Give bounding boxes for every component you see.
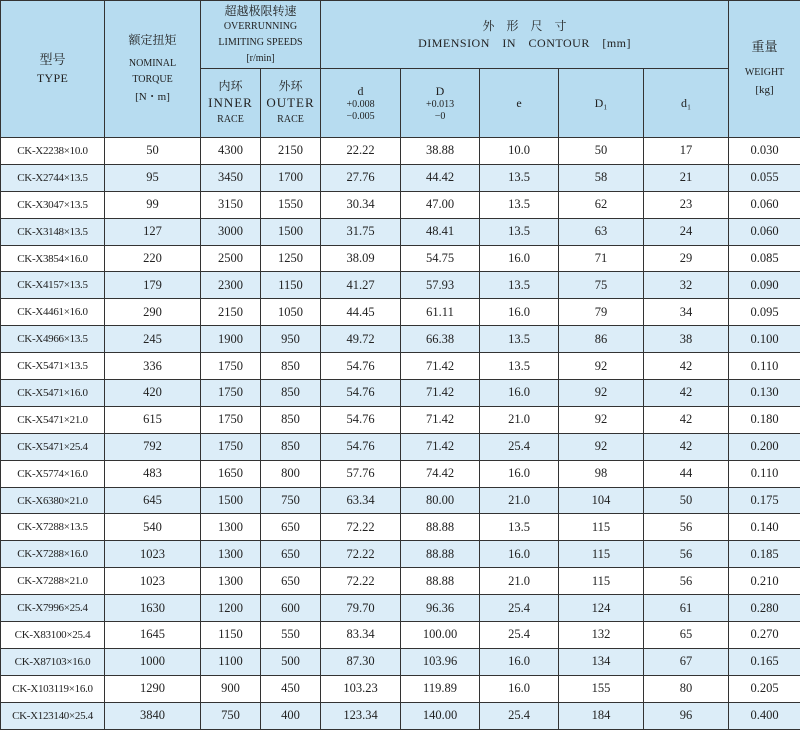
torque-header [105,1,201,138]
d1-small-cell: 23 [644,191,729,218]
inner-speed-cell: 1150 [201,622,261,649]
big-d-cell: 66.38 [401,326,480,353]
big-d-cell: 38.88 [401,138,480,165]
dimension-header-en: DIMENSION IN CONTOUR [mm] [418,35,632,50]
d1-big-cell: 104 [559,487,644,514]
weight-cell: 0.060 [729,218,800,245]
inner-speed-cell: 1300 [201,568,261,595]
outer-speed-cell: 550 [261,622,321,649]
table-row [1,272,800,299]
big-d-cell: 44.42 [401,164,480,191]
weight-cell: 0.280 [729,595,800,622]
torque-cell: 1290 [105,675,201,702]
d1-big-header [559,69,644,138]
inner-speed-cell: 1900 [201,326,261,353]
type-cell: CK-X5471×21.0 [1,406,105,433]
table-row [1,245,800,272]
torque-cell: 220 [105,245,201,272]
d-cell: 72.22 [321,568,401,595]
d1-small-cell: 96 [644,702,729,729]
table-body [1,138,800,730]
d1-small-cell: 34 [644,299,729,326]
d1-big-cell: 184 [559,702,644,729]
outer-speed-cell: 1500 [261,218,321,245]
torque-cell: 179 [105,272,201,299]
d1-big-cell: 115 [559,568,644,595]
d-cell: 57.76 [321,460,401,487]
inner-speed-cell: 1750 [201,353,261,380]
d1-small-cell: 17 [644,138,729,165]
torque-cell: 615 [105,406,201,433]
e-cell: 25.4 [480,702,559,729]
d1-big-cell: 92 [559,380,644,407]
d1-small-cell: 67 [644,648,729,675]
speed-header-en2: LIMITING SPEEDS [218,36,303,48]
outer-race-header-cn: 外环 [278,79,303,93]
outer-speed-cell: 750 [261,487,321,514]
d1-small-cell: 50 [644,487,729,514]
big-d-cell: 47.00 [401,191,480,218]
inner-speed-cell: 1300 [201,514,261,541]
type-cell: CK-X2744×13.5 [1,164,105,191]
torque-cell: 245 [105,326,201,353]
weight-cell: 0.130 [729,380,800,407]
type-cell: CK-X3148×13.5 [1,218,105,245]
weight-cell: 0.165 [729,648,800,675]
table-row [1,353,800,380]
inner-speed-cell: 1750 [201,380,261,407]
d-cell: 38.09 [321,245,401,272]
inner-speed-cell: 1500 [201,487,261,514]
type-cell: CK-X4157×13.5 [1,272,105,299]
torque-cell: 540 [105,514,201,541]
d1-big-cell: 92 [559,353,644,380]
table-row [1,568,800,595]
d-cell: 72.22 [321,514,401,541]
outer-speed-cell: 650 [261,514,321,541]
weight-cell: 0.060 [729,191,800,218]
outer-speed-cell: 1700 [261,164,321,191]
e-cell: 16.0 [480,675,559,702]
weight-cell: 0.110 [729,460,800,487]
d1-small-cell: 56 [644,568,729,595]
big-d-cell: 96.36 [401,595,480,622]
speed-header-en1: OVERRUNNING [223,20,298,32]
weight-cell: 0.095 [729,299,800,326]
d1-big-cell: 98 [559,460,644,487]
inner-speed-cell: 750 [201,702,261,729]
outer-speed-cell: 1150 [261,272,321,299]
inner-speed-cell: 3000 [201,218,261,245]
type-cell: CK-X83100×25.4 [1,622,105,649]
d1-big-header-label: D₁ [594,96,608,110]
d1-big-cell: 92 [559,433,644,460]
torque-header-unit: [N・m] [135,91,170,103]
big-d-cell: 48.41 [401,218,480,245]
d1-small-cell: 42 [644,353,729,380]
d1-small-cell: 56 [644,541,729,568]
weight-cell: 0.180 [729,406,800,433]
e-cell: 13.5 [480,218,559,245]
table-row [1,380,800,407]
table-row [1,541,800,568]
type-cell: CK-X5471×25.4 [1,433,105,460]
torque-cell: 95 [105,164,201,191]
e-cell: 21.0 [480,406,559,433]
weight-header [729,1,800,138]
d-cell: 22.22 [321,138,401,165]
weight-cell: 0.200 [729,433,800,460]
table-row [1,595,800,622]
torque-cell: 645 [105,487,201,514]
big-d-header-tol-upper: +0.013 [425,99,455,110]
d1-big-cell: 63 [559,218,644,245]
type-cell: CK-X7288×13.5 [1,514,105,541]
d1-big-cell: 62 [559,191,644,218]
type-cell: CK-X3854×16.0 [1,245,105,272]
d1-big-cell: 92 [559,406,644,433]
e-cell: 16.0 [480,299,559,326]
d1-small-cell: 61 [644,595,729,622]
inner-speed-cell: 1650 [201,460,261,487]
inner-race-header-en2: RACE [217,114,244,125]
outer-speed-cell: 600 [261,595,321,622]
d1-small-cell: 32 [644,272,729,299]
table-row [1,191,800,218]
table-row [1,487,800,514]
d-cell: 79.70 [321,595,401,622]
weight-cell: 0.110 [729,353,800,380]
torque-cell: 1645 [105,622,201,649]
weight-header-en: WEIGHT [744,67,785,78]
d-cell: 63.34 [321,487,401,514]
big-d-cell: 88.88 [401,541,480,568]
d1-big-cell: 115 [559,541,644,568]
big-d-cell: 61.11 [401,299,480,326]
type-cell: CK-X123140×25.4 [1,702,105,729]
outer-race-header [261,69,321,138]
d-cell: 49.72 [321,326,401,353]
table-row [1,460,800,487]
table-row [1,622,800,649]
speed-header [201,1,321,69]
inner-speed-cell: 4300 [201,138,261,165]
outer-speed-cell: 650 [261,568,321,595]
e-cell: 13.5 [480,514,559,541]
weight-cell: 0.055 [729,164,800,191]
table-row [1,433,800,460]
inner-speed-cell: 1750 [201,406,261,433]
weight-cell: 0.205 [729,675,800,702]
outer-speed-cell: 2150 [261,138,321,165]
type-cell: CK-X5471×16.0 [1,380,105,407]
d-cell: 54.76 [321,380,401,407]
d-header-label: d [357,84,364,98]
torque-cell: 792 [105,433,201,460]
outer-race-header-en2: RACE [277,114,304,125]
torque-header-en1: NOMINAL [128,58,177,69]
weight-cell: 0.030 [729,138,800,165]
d1-big-cell: 86 [559,326,644,353]
big-d-cell: 71.42 [401,433,480,460]
d1-big-cell: 134 [559,648,644,675]
d1-big-cell: 155 [559,675,644,702]
type-cell: CK-X7288×21.0 [1,568,105,595]
d-cell: 83.34 [321,622,401,649]
outer-speed-cell: 850 [261,353,321,380]
torque-cell: 1023 [105,568,201,595]
big-d-cell: 71.42 [401,406,480,433]
d1-small-cell: 42 [644,380,729,407]
inner-speed-cell: 2500 [201,245,261,272]
weight-cell: 0.175 [729,487,800,514]
big-d-header-tol-lower: −0 [434,111,446,122]
big-d-cell: 100.00 [401,622,480,649]
big-d-cell: 80.00 [401,487,480,514]
e-cell: 10.0 [480,138,559,165]
d-header-tol-lower: −0.005 [346,111,375,122]
d-cell: 54.76 [321,353,401,380]
type-cell: CK-X3047×13.5 [1,191,105,218]
d-cell: 30.34 [321,191,401,218]
d-cell: 103.23 [321,675,401,702]
outer-speed-cell: 950 [261,326,321,353]
type-cell: CK-X5774×16.0 [1,460,105,487]
d1-big-cell: 79 [559,299,644,326]
dimension-header [321,1,729,69]
d-header-tol-upper: +0.008 [346,99,375,110]
d1-big-cell: 58 [559,164,644,191]
table-row [1,138,800,165]
d1-big-cell: 115 [559,514,644,541]
table-row [1,299,800,326]
d1-small-header [644,69,729,138]
d1-small-cell: 21 [644,164,729,191]
outer-speed-cell: 850 [261,380,321,407]
weight-header-cn: 重量 [751,40,778,55]
torque-cell: 1000 [105,648,201,675]
speed-header-unit: [r/min] [246,52,275,64]
table-row [1,702,800,729]
inner-speed-cell: 1200 [201,595,261,622]
big-d-cell: 88.88 [401,568,480,595]
inner-speed-cell: 1100 [201,648,261,675]
torque-cell: 483 [105,460,201,487]
outer-speed-cell: 400 [261,702,321,729]
outer-speed-cell: 1550 [261,191,321,218]
d1-small-header-label: d₁ [680,96,692,110]
type-cell: CK-X2238×10.0 [1,138,105,165]
e-header [480,69,559,138]
inner-speed-cell: 1750 [201,433,261,460]
inner-speed-cell: 2300 [201,272,261,299]
d1-small-cell: 44 [644,460,729,487]
table-row [1,406,800,433]
weight-cell: 0.185 [729,541,800,568]
torque-cell: 290 [105,299,201,326]
d1-small-cell: 42 [644,433,729,460]
inner-race-header [201,69,261,138]
type-header-cn: 型号 [39,53,66,68]
weight-header-unit: [kg] [755,84,774,96]
big-d-cell: 103.96 [401,648,480,675]
torque-cell: 336 [105,353,201,380]
d1-big-cell: 50 [559,138,644,165]
e-cell: 16.0 [480,648,559,675]
type-header [1,1,105,138]
big-d-cell: 74.42 [401,460,480,487]
weight-cell: 0.140 [729,514,800,541]
e-cell: 13.5 [480,164,559,191]
e-cell: 21.0 [480,487,559,514]
outer-speed-cell: 1250 [261,245,321,272]
d-cell: 44.45 [321,299,401,326]
d-header [321,69,401,138]
big-d-cell: 140.00 [401,702,480,729]
table-row [1,164,800,191]
torque-cell: 420 [105,380,201,407]
d1-big-cell: 75 [559,272,644,299]
d-cell: 54.76 [321,433,401,460]
big-d-cell: 57.93 [401,272,480,299]
torque-header-cn: 额定扭矩 [128,33,177,47]
d1-big-cell: 71 [559,245,644,272]
table-row [1,514,800,541]
big-d-cell: 71.42 [401,380,480,407]
outer-race-header-en1: OUTER [266,95,315,110]
d1-big-cell: 124 [559,595,644,622]
big-d-header [401,69,480,138]
big-d-cell: 119.89 [401,675,480,702]
inner-race-header-en1: INNER [208,95,253,110]
torque-cell: 99 [105,191,201,218]
d1-small-cell: 80 [644,675,729,702]
type-cell: CK-X4461×16.0 [1,299,105,326]
weight-cell: 0.100 [729,326,800,353]
type-cell: CK-X7996×25.4 [1,595,105,622]
big-d-cell: 71.42 [401,353,480,380]
d-cell: 72.22 [321,541,401,568]
e-cell: 25.4 [480,433,559,460]
d1-small-cell: 65 [644,622,729,649]
table-row [1,648,800,675]
big-d-cell: 88.88 [401,514,480,541]
type-cell: CK-X4966×13.5 [1,326,105,353]
weight-cell: 0.400 [729,702,800,729]
d-cell: 87.30 [321,648,401,675]
dimension-header-cn: 外 形 尺 寸 [482,18,567,33]
type-cell: CK-X6380×21.0 [1,487,105,514]
type-cell: CK-X103119×16.0 [1,675,105,702]
torque-cell: 127 [105,218,201,245]
e-cell: 13.5 [480,326,559,353]
inner-speed-cell: 900 [201,675,261,702]
e-cell: 13.5 [480,353,559,380]
table-row [1,326,800,353]
type-header-en: TYPE [36,71,69,85]
weight-cell: 0.270 [729,622,800,649]
type-cell: CK-X87103×16.0 [1,648,105,675]
type-cell: CK-X7288×16.0 [1,541,105,568]
e-cell: 16.0 [480,380,559,407]
e-cell: 16.0 [480,460,559,487]
table-row [1,675,800,702]
inner-speed-cell: 2150 [201,299,261,326]
type-cell: CK-X5471×13.5 [1,353,105,380]
e-cell: 25.4 [480,595,559,622]
outer-speed-cell: 850 [261,406,321,433]
d1-small-cell: 24 [644,218,729,245]
d-cell: 41.27 [321,272,401,299]
speed-header-cn: 超越极限转速 [224,3,297,18]
torque-header-en2: TORQUE [132,74,173,85]
inner-speed-cell: 3150 [201,191,261,218]
e-header-label: e [516,96,522,110]
outer-speed-cell: 650 [261,541,321,568]
outer-speed-cell: 500 [261,648,321,675]
e-cell: 21.0 [480,568,559,595]
weight-cell: 0.210 [729,568,800,595]
torque-cell: 1630 [105,595,201,622]
table-header [1,1,800,138]
outer-speed-cell: 850 [261,433,321,460]
d-cell: 123.34 [321,702,401,729]
torque-cell: 50 [105,138,201,165]
big-d-header-label: D [435,84,445,98]
outer-speed-cell: 800 [261,460,321,487]
e-cell: 25.4 [480,622,559,649]
d-cell: 31.75 [321,218,401,245]
weight-cell: 0.085 [729,245,800,272]
weight-cell: 0.090 [729,272,800,299]
d-cell: 27.76 [321,164,401,191]
inner-speed-cell: 3450 [201,164,261,191]
e-cell: 13.5 [480,272,559,299]
d1-small-cell: 42 [644,406,729,433]
d1-small-cell: 38 [644,326,729,353]
big-d-cell: 54.75 [401,245,480,272]
inner-speed-cell: 1300 [201,541,261,568]
inner-race-header-cn: 内环 [218,79,243,93]
d1-small-cell: 29 [644,245,729,272]
table-row [1,218,800,245]
d-cell: 54.76 [321,406,401,433]
d1-small-cell: 56 [644,514,729,541]
e-cell: 16.0 [480,245,559,272]
d1-big-cell: 132 [559,622,644,649]
torque-cell: 3840 [105,702,201,729]
outer-speed-cell: 450 [261,675,321,702]
e-cell: 16.0 [480,541,559,568]
e-cell: 13.5 [480,191,559,218]
outer-speed-cell: 1050 [261,299,321,326]
torque-cell: 1023 [105,541,201,568]
